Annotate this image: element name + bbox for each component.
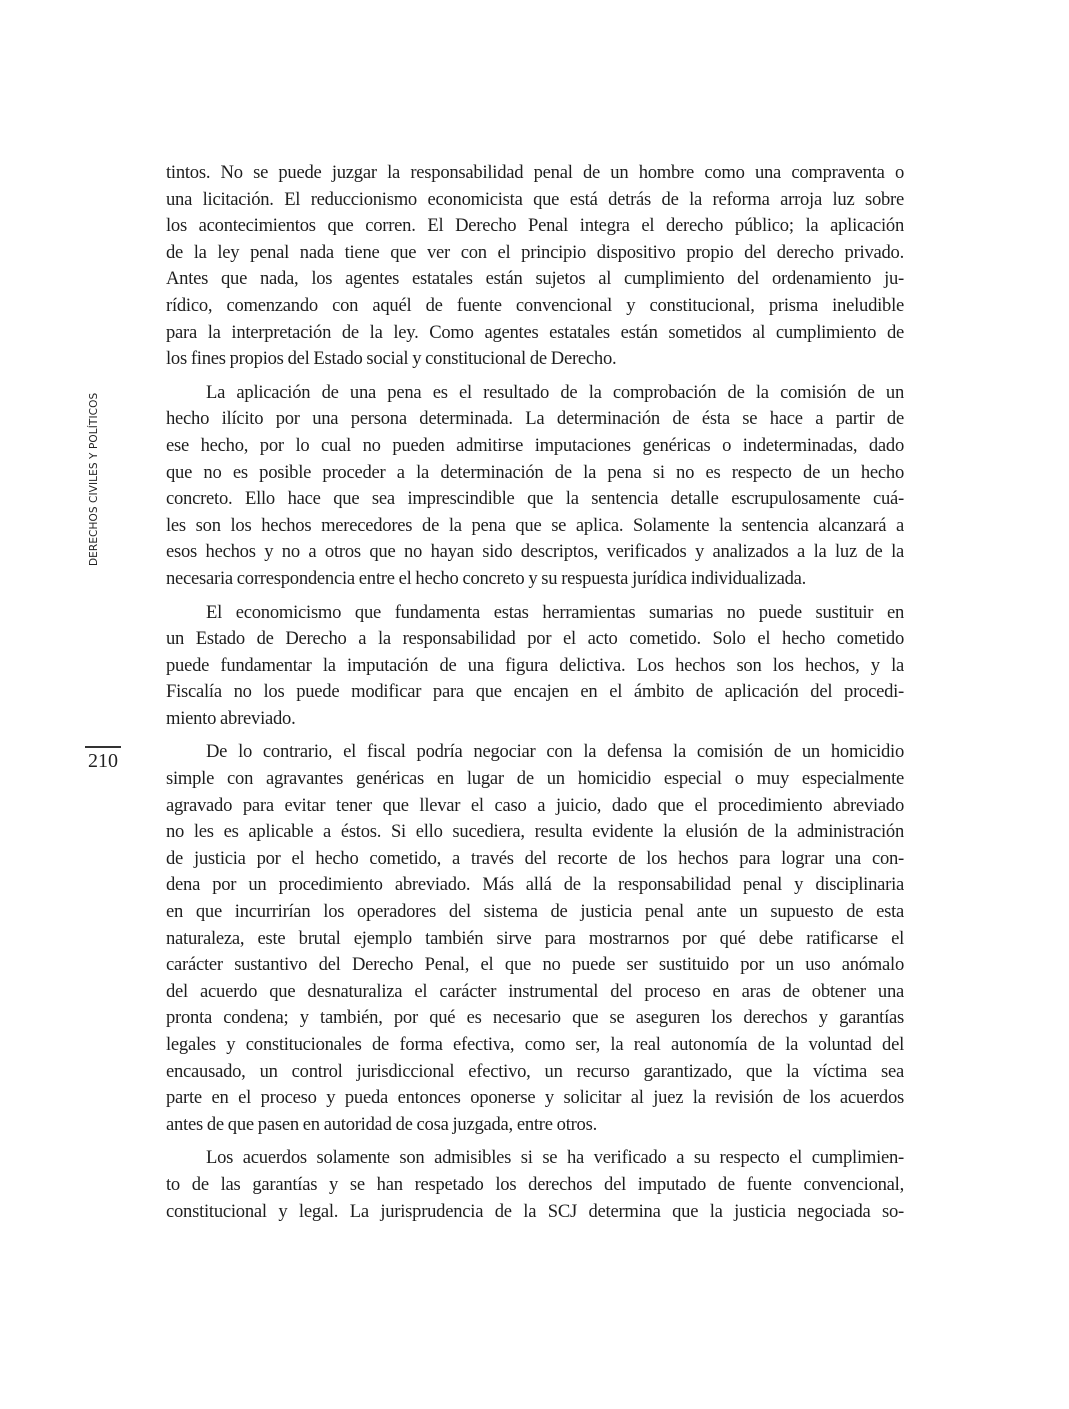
running-head: DERECHOS CIVILES Y POLÍTICOS xyxy=(88,392,100,566)
text-line: La aplicación de una pena es el resultado de la comprobación de la comisión de un xyxy=(206,381,904,403)
text-line: antes de que pasen en autoridad de cosa juzgada, entre otros. xyxy=(166,1113,597,1135)
page-number: 210 xyxy=(88,750,118,772)
text-line: to de las garantías y se han respetado los derechos del imputado de fuente convencional, xyxy=(166,1173,904,1195)
text-line: pronta condena; y también, por qué es necesario que se aseguren los derechos y garantías xyxy=(166,1007,904,1029)
page-number-rule xyxy=(85,746,121,748)
text-line: tintos. No se puede juzgar la responsabilidad penal de un hombre como una compraventa o xyxy=(166,162,904,183)
text-line: les son los hechos merecedores de la pena que se aplica. Solamente la sentencia alcanzará a xyxy=(166,514,904,536)
text-line: parte en el proceso y pueda entonces oponerse y solicitar al juez la revisión de los acuerdos xyxy=(166,1087,904,1109)
text-line: legales y constitucionales de forma efectiva, como ser, la real autonomía de la voluntad del xyxy=(166,1034,904,1055)
text-line: Antes que nada, los agentes estatales están sujetos al cumplimiento del ordenamiento ju- xyxy=(166,268,904,290)
text-line: Fiscalía no los puede modificar para que encajen en el ámbito de aplicación del procedi- xyxy=(166,681,904,703)
text-line: una licitación. El reduccionismo economicista que está detrás de la reforma arroja luz sobre xyxy=(166,188,904,210)
text-line: constitucional y legal. La jurisprudencia de la SCJ determina que la justicia negociada so- xyxy=(166,1200,904,1222)
text-line: del acuerdo que desnaturaliza el carácter instrumental del proceso en aras de obtener una xyxy=(166,980,904,1002)
text-line: de la ley penal nada tiene que ver con el principio dispositivo propio del derecho privado. xyxy=(166,241,904,263)
text-line: ese hecho, por lo cual no pueden admitirse imputaciones genéricas o indeterminadas, dado xyxy=(166,434,904,456)
paragraph xyxy=(166,1145,904,1225)
text-line: naturaleza, este brutal ejemplo también sirve para mostrarnos por qué debe ratificarse el xyxy=(166,927,904,949)
text-line: encausado, un control jurisdiccional efectivo, un recurso garantizado, que la víctima sea xyxy=(166,1060,904,1082)
text-line: concreto. Ello hace que sea imprescindible que la sentencia detalle escrupulosamente cuá- xyxy=(166,488,904,510)
paragraph xyxy=(166,739,904,1138)
text-line: carácter sustantivo del Derecho Penal, el que no puede ser sustituido por un uso anómalo xyxy=(166,954,904,976)
text-line: hecho ilícito por una persona determinada. La determinación de ésta se hace a partir de xyxy=(166,408,904,430)
paragraph xyxy=(166,600,904,733)
text-line: un Estado de Derecho a la responsabilidad por el acto cometido. Solo el hecho cometido xyxy=(166,628,904,650)
text-line: los acontecimientos que corren. El Derecho Penal integra el derecho público; la aplicación xyxy=(166,215,904,237)
text-line: rídico, comenzando con aquél de fuente convencional y constitucional, prisma ineludible xyxy=(166,294,904,316)
paragraph xyxy=(166,380,904,593)
text-line: El economicismo que fundamenta estas herramientas sumarias no puede sustituir en xyxy=(206,601,904,623)
text-line: puede fundamentar la imputación de una figura delictiva. Los hechos son los hechos, y la xyxy=(166,654,904,676)
text-line: en que incurrirían los operadores del sistema de justicia penal ante un supuesto de esta xyxy=(166,901,904,923)
text-line: para la interpretación de la ley. Como agentes estatales están sometidos al cumplimiento de xyxy=(166,321,904,343)
text-line: agravado para evitar tener que llevar el caso a juicio, dado que el procedimiento abreviado xyxy=(166,794,904,816)
text-line: los fines propios del Estado social y constitucional de Derecho. xyxy=(166,348,617,370)
paragraph xyxy=(166,160,904,373)
text-line: que no es posible proceder a la determinación de la pena si no es respecto de un hecho xyxy=(166,461,904,483)
page-body xyxy=(166,160,904,1232)
text-line: esos hechos y no a otros que no hayan sido descriptos, verificados y analizados a la luz de la xyxy=(166,541,904,563)
text-line: dena por un procedimiento abreviado. Más allá de la responsabilidad penal y disciplinaria xyxy=(166,874,904,896)
text-line: simple con agravantes genéricas en lugar de un homicidio especial o muy especialmente xyxy=(166,768,904,790)
text-line: de justicia por el hecho cometido, a través del recorte de los hechos para lograr una con- xyxy=(166,847,904,869)
text-line: Los acuerdos solamente son admisibles si se ha verificado a su respecto el cumplimien- xyxy=(206,1147,904,1169)
text-line: miento abreviado. xyxy=(166,707,296,729)
text-line: De lo contrario, el fiscal podría negociar con la defensa la comisión de un homicidio xyxy=(206,741,904,763)
text-line: necesaria correspondencia entre el hecho concreto y su respuesta jurídica individualizada. xyxy=(166,567,807,589)
text-line: no les es aplicable a éstos. Si ello sucediera, resulta evidente la elusión de la administración xyxy=(166,821,904,843)
